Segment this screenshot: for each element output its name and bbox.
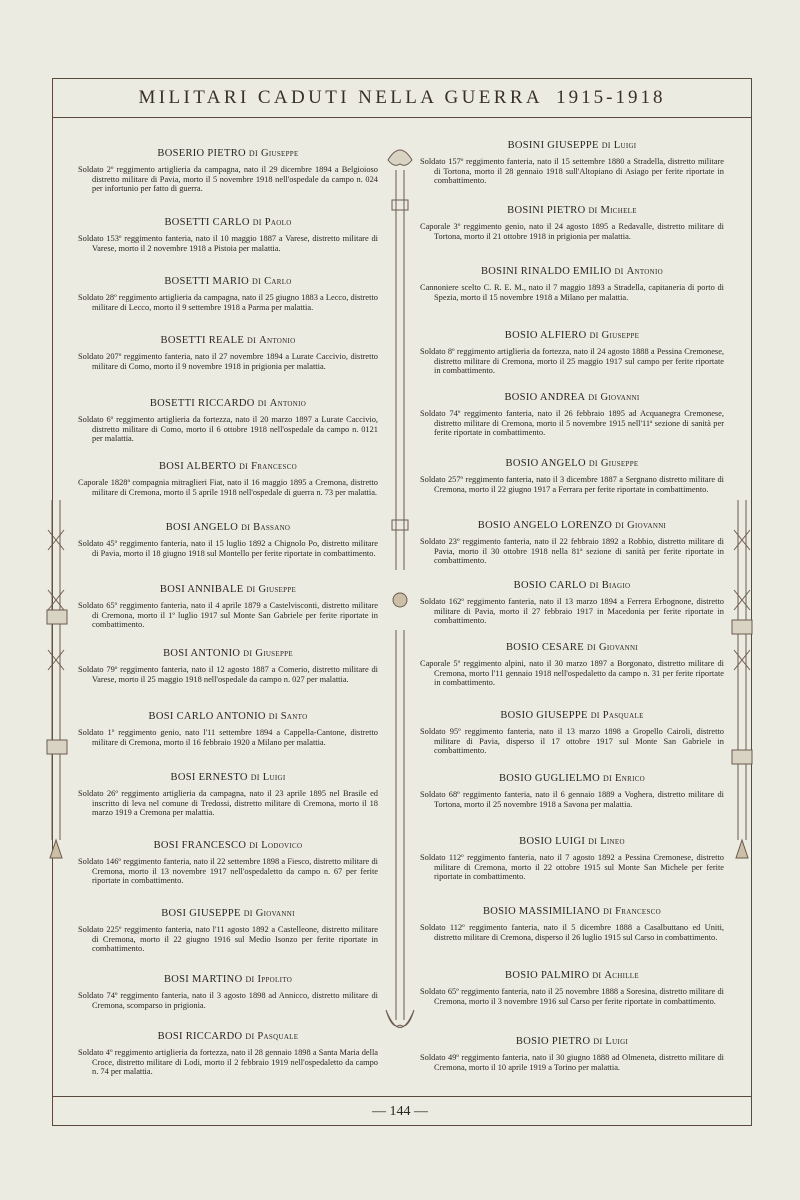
- entry: [78, 398, 378, 444]
- entry-name: BOSI ALBERTO DI Francesco: [158, 461, 298, 472]
- entry: [420, 205, 724, 241]
- entry-name: BOSETTI REALE DI Antonio: [160, 335, 296, 346]
- entry-text: Soldato 49º reggimento fanteria, nato il 30 giugno 1888 ad Olmeneta, distretto militare di Cremona, morto il 10 aprile 1919 a Torino per malattia.: [420, 1053, 724, 1072]
- title-text: MILITARI CADUTI NELLA GUERRA: [138, 86, 542, 108]
- entry-text: Soldato 146º reggimento fanteria, nato il 22 settembre 1898 a Fiesco, distretto militare di Cremona, morto il 13 novembre 1917 nell'ospedaletto da campo n. 67 per ferite riportate in combattimento.: [78, 857, 378, 886]
- entry-text: Soldato 153º reggimento fanteria, nato il 10 maggio 1887 a Varese, distretto militare di Varese, morto il 2 novembre 1918 a Pistoia per malattia.: [78, 234, 378, 253]
- entry-text: Caporale 5º reggimento alpini, nato il 30 marzo 1897 a Borgonato, distretto militare di Cremona, morto l'11 gennaio 1918 nell'ospedaletto da campo n. 31 per ferite riportate in combattimento.: [420, 659, 724, 688]
- entry: [78, 711, 378, 747]
- entry-name: BOSINI GIUSEPPE DI Luigi: [507, 140, 637, 151]
- entry-name: BOSIO ANGELO DI Giuseppe: [505, 458, 639, 469]
- entry: [420, 266, 724, 302]
- entry-name: BOSIO ANDREA DI Giovanni: [504, 392, 640, 403]
- entry-text: Soldato 74º reggimento fanteria, nato il 26 febbraio 1895 ad Acquanegra Cremonese, distretto militare di Cremona, morto il 5 novembre 1915 nell'11ª sezione di sanità per ferite riportate in combattimento.: [420, 409, 724, 438]
- entry: [78, 148, 378, 194]
- entry: [78, 1031, 378, 1077]
- entry-name: BOSI ANGELO DI Bassano: [165, 522, 291, 533]
- entry-name: BOSINI RINALDO EMILIO DI Antonio: [481, 266, 663, 277]
- entry: [78, 461, 378, 497]
- entry-name: BOSIO PIETRO DI Luigi: [515, 1036, 629, 1047]
- entry-name: BOSETTI CARLO DI Paolo: [164, 217, 292, 228]
- entry-text: Soldato 23º reggimento fanteria, nato il 22 febbraio 1892 a Robbio, distretto militare di Pavia, morto il 30 ottobre 1918 nella 81ª sezione di sanità per ferite riportate in combattimento.: [420, 537, 724, 566]
- entry-name: BOSI ANTONIO DI Giuseppe: [163, 648, 293, 659]
- entry-text: Soldato 65º reggimento fanteria, nato il 25 novembre 1888 a Soresina, distretto militare di Cremona, morto il 3 novembre 1916 sul Carso per ferite riportate in combattimento.: [420, 987, 724, 1006]
- bottom-rule: [52, 1096, 752, 1097]
- entry: [420, 140, 724, 186]
- entry-name: BOSI CARLO ANTONIO DI Santo: [148, 711, 308, 722]
- entry-name: BOSI MARTINO DI Ippolito: [163, 974, 293, 985]
- entry-name: BOSI ANNIBALE DI Giuseppe: [159, 584, 297, 595]
- entry-text: Soldato 45º reggimento fanteria, nato il 15 luglio 1892 a Chignolo Po, distretto militare di Pavia, morto il 18 giugno 1918 sul Montello per ferite riportate in combattimento.: [78, 539, 378, 558]
- entry: [78, 648, 378, 684]
- left-column-ornament: [44, 500, 70, 860]
- entry-name: BOSINI PIETRO DI Michele: [507, 205, 637, 216]
- page-number: — 144 —: [372, 1104, 428, 1119]
- entry-text: Caporale 3º reggimento genio, nato il 24 agosto 1895 a Redavalle, distretto militare di Tortona, morto il 21 ottobre 1918 in prigionia per malattia.: [420, 222, 724, 241]
- entry-text: Soldato 95º reggimento fanteria, nato il 13 marzo 1898 a Gropello Cairoli, distretto militare di Pavia, disperso il 17 ottobre 1917 sul Monte San Gabriele in combattimento.: [420, 727, 724, 756]
- page-title: [139, 87, 666, 109]
- entry-text: Cannoniere scelto C. R. E. M., nato il 7 maggio 1893 a Stradella, capitaneria di porto di Spezia, morto il 15 novembre 1918 a Milano per malattia.: [420, 283, 724, 302]
- entry: [420, 642, 724, 688]
- entry: [420, 580, 724, 626]
- entry-name: BOSIO GIUSEPPE DI Pasquale: [500, 710, 644, 721]
- entry-name: BOSI FRANCESCO DI Lodovico: [153, 840, 303, 851]
- entry-name: BOSIO CESARE DI Giovanni: [505, 642, 639, 653]
- entry: [78, 840, 378, 886]
- entry: [78, 217, 378, 253]
- title-years: 1915-1918: [556, 86, 666, 108]
- entry-name: BOSETTI MARIO DI Carlo: [164, 276, 292, 287]
- entry-name: BOSIO PALMIRO DI Achille: [505, 970, 639, 981]
- entry: [420, 710, 724, 756]
- entry: [420, 773, 724, 809]
- entry-name: BOSIO ALFIERO DI Giuseppe: [504, 330, 640, 341]
- entry-text: Soldato 65º reggimento fanteria, nato il 4 aprile 1879 a Castelvisconti, distretto militare di Cremona, morto il 1º luglio 1917 sul Monte San Gabriele per ferite riportate in combattimento.: [78, 601, 378, 630]
- entry-text: Soldato 28º reggimento artiglieria da campagna, nato il 25 giugno 1883 a Lecco, distretto militare di Lecco, morto il 9 settembre 1918 a Parma per malattia.: [78, 293, 378, 312]
- entry: [420, 1036, 724, 1072]
- entry: [420, 970, 724, 1006]
- entry-text: Soldato 2º reggimento artiglieria da campagna, nato il 29 dicembre 1894 a Belgioioso distretto militare di Pavia, morto il 5 novembre 1918 nell'ospedale da campo n. 024 per infortunio per fatto di guerra.: [78, 165, 378, 194]
- entry-text: Soldato 6º reggimento artiglieria da fortezza, nato il 20 marzo 1897 a Lurate Caccivio, distretto militare di Como, morto il 6 ottobre 1918 nell'ospedale da campo n. 0121 per malattia.: [78, 415, 378, 444]
- header-bar: [52, 78, 752, 118]
- entry: [78, 584, 378, 630]
- entry-text: Soldato 68º reggimento fanteria, nato il 6 gennaio 1889 a Voghera, distretto militare di Tortona, morto il 25 novembre 1918 a Savona per malattia.: [420, 790, 724, 809]
- entry-name: BOSIO MASSIMILIANO DI Francesco: [482, 906, 662, 917]
- entry-name: BOSI ERNESTO DI Luigi: [170, 772, 286, 783]
- entry-name: BOSIO GUGLIELMO DI Enrico: [498, 773, 646, 784]
- entry-name: BOSI RICCARDO DI Pasquale: [157, 1031, 299, 1042]
- entry-text: Soldato 8º reggimento artiglieria da fortezza, nato il 24 agosto 1888 a Pessina Cremonese, distretto militare di Cremona, morto il 25 maggio 1917 sul campo per ferite riportate in combattimento.: [420, 347, 724, 376]
- entry-text: Soldato 112º reggimento fanteria, nato il 7 agosto 1892 a Pessina Cremonese, distretto militare di Cremona, morto il 22 ottobre 1915 sul Monte San Michele per ferite riportate in combattimento.: [420, 853, 724, 882]
- entry-text: Soldato 79º reggimento fanteria, nato il 12 agosto 1887 a Comerio, distretto militare di Varese, morto il 25 maggio 1918 nell'ospedale da campo n. 027 per malattia.: [78, 665, 378, 684]
- entry: [78, 335, 378, 371]
- entry-name: BOSI GIUSEPPE DI Giovanni: [161, 908, 295, 919]
- entry: [420, 520, 724, 566]
- entry-text: Soldato 74º reggimento fanteria, nato il 3 agosto 1898 ad Annicco, distretto militare di Cremona, scomparso in prigionia.: [78, 991, 378, 1010]
- entry: [420, 906, 724, 942]
- entry-name: BOSIO LUIGI DI Lineo: [519, 836, 625, 847]
- entry-text: Soldato 26º reggimento artiglieria da campagna, nato il 23 aprile 1895 nel Brasile ed inscritto di leva nel comune di Tredossi, distretto militare di Cremona, morto il 18 marzo 1919 a Cremona per malattia.: [78, 789, 378, 818]
- entry-text: Soldato 207º reggimento fanteria, nato il 27 novembre 1894 a Lurate Caccivio, distretto militare di Como, morto il 9 novembre 1918 in prigionia per malattia.: [78, 352, 378, 371]
- entry-name: BOSETTI RICCARDO DI Antonio: [149, 398, 307, 409]
- entry-text: Soldato 112º reggimento fanteria, nato il 5 dicembre 1888 a Casalbuttano ed Uniti, distretto militare di Cremona, disperso il 26 luglio 1915 sul Carso in combattimento.: [420, 923, 724, 942]
- entry-name: BOSERIO PIETRO DI Giuseppe: [157, 148, 299, 159]
- entry: [78, 772, 378, 818]
- entry-text: Soldato 225º reggimento fanteria, nato l'11 agosto 1892 a Castelleone, distretto militare di Cremona, morto il 22 giugno 1916 sul Medio Isonzo per ferite riportate in combattimento.: [78, 925, 378, 954]
- entry: [78, 276, 378, 312]
- entry-text: Soldato 4º reggimento artiglieria da fortezza, nato il 28 gennaio 1898 a Santa Maria della Croce, distretto militare di Lodi, morto il 2 febbraio 1919 nell'ospedaletto da campo n. 74 per malattia.: [78, 1048, 378, 1077]
- right-column-ornament: [728, 500, 754, 860]
- entry-text: Caporale 1828ª compagnia mitraglieri Fiat, nato il 16 maggio 1895 a Cremona, distretto militare di Cremona, morto il 5 aprile 1918 nell'ospedale di guerra n. 73 per malattia.: [78, 478, 378, 497]
- entry-name: BOSIO ANGELO LORENZO DI Giovanni: [477, 520, 667, 531]
- entry: [420, 836, 724, 882]
- entry-text: Soldato 1º reggimento genio, nato l'11 settembre 1894 a Cappella-Cantone, distretto militare di Cremona, morto il 16 febbraio 1920 a Milano per malattia.: [78, 728, 378, 747]
- entry: [420, 330, 724, 376]
- entry-text: Soldato 157º reggimento fanteria, nato il 15 settembre 1880 a Stradella, distretto militare di Tortona, morto il 28 gennaio 1918 sull'Altopiano di Asiago per ferite riportate in combattimento.: [420, 157, 724, 186]
- entry-name: BOSIO CARLO DI Biagio: [513, 580, 631, 591]
- entry: [78, 908, 378, 954]
- entry-text: Soldato 162º reggimento fanteria, nato il 13 marzo 1894 a Ferrera Erbognone, distretto militare di Pavia, morto il 27 febbraio 1917 in Macedonia per ferite riportate in combattimento.: [420, 597, 724, 626]
- entry: [78, 522, 378, 558]
- entry: [420, 458, 724, 494]
- center-fasces-ornament: [380, 140, 420, 1050]
- entry: [78, 974, 378, 1010]
- entry-text: Soldato 257º reggimento fanteria, nato il 3 dicembre 1887 a Sergnano distretto militare di Cremona, morto il 22 giugno 1917 a Ferrara per ferite riportate in combattimento.: [420, 475, 724, 494]
- entry: [420, 392, 724, 438]
